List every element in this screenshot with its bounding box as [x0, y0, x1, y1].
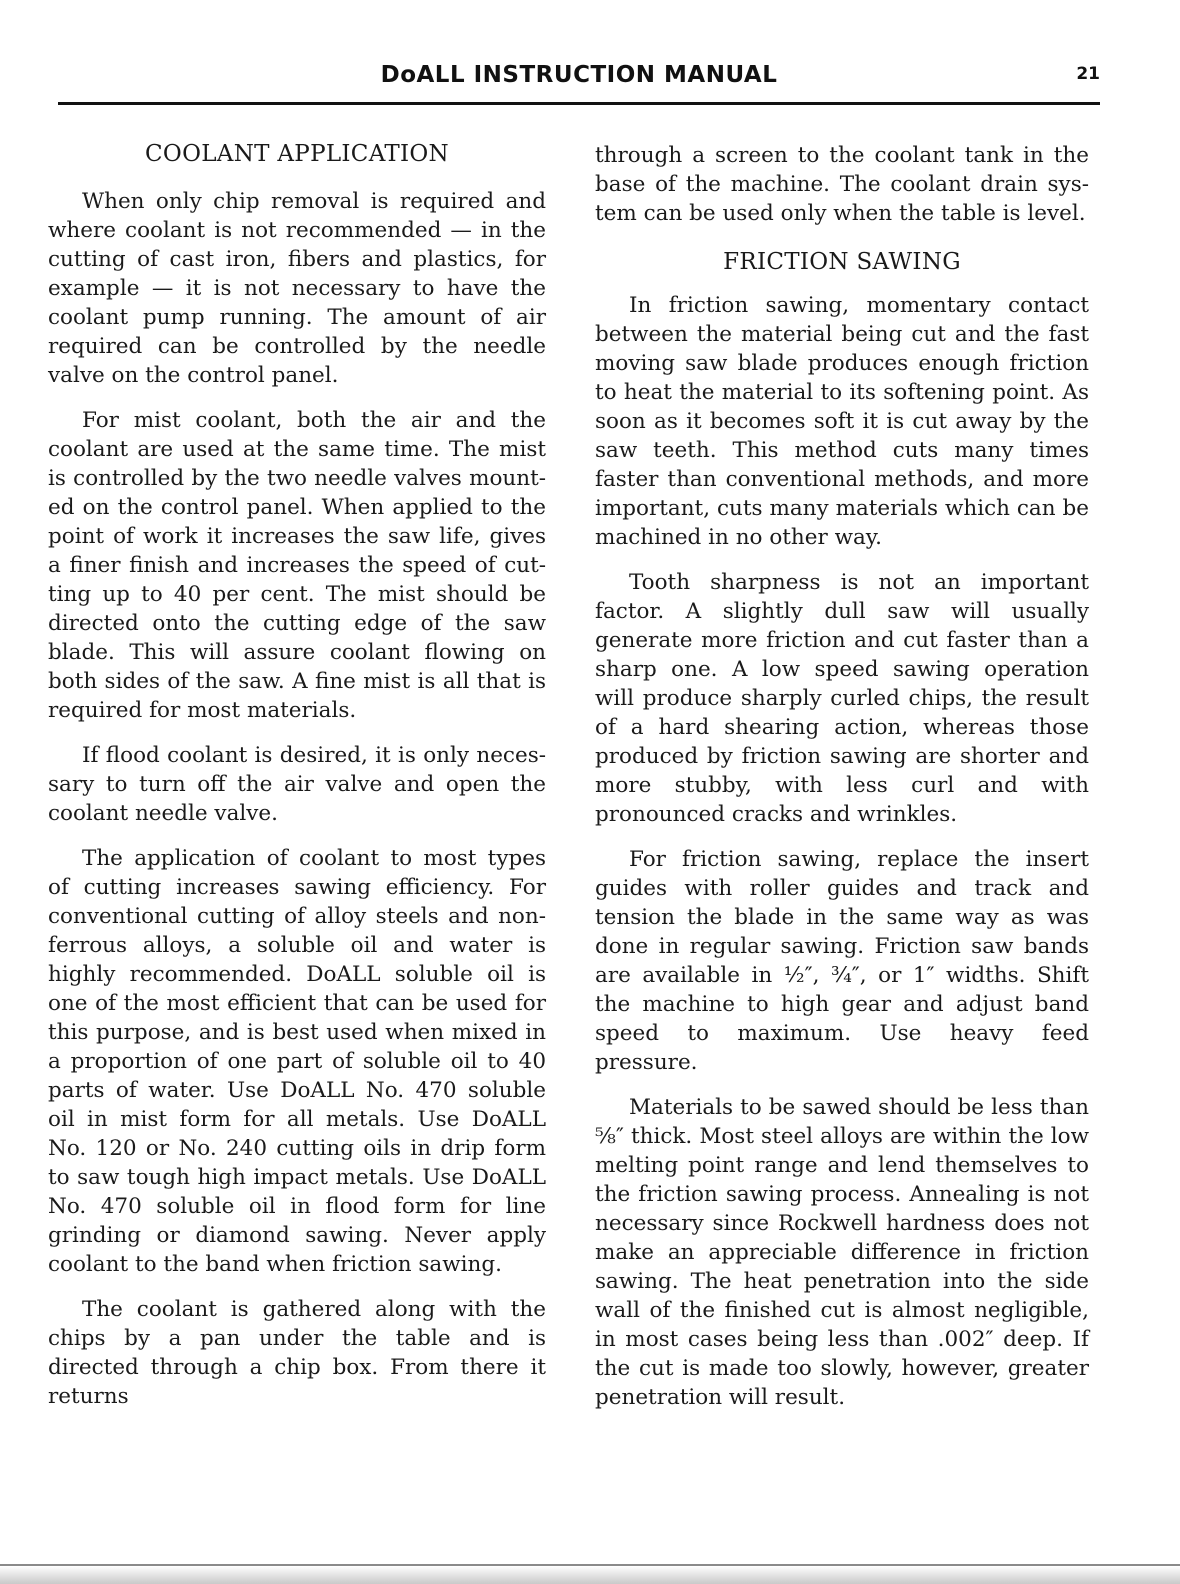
paragraph: When only chip removal is required and where coolant is not recommended — in the cutting of cast iron, fibers and plastics, for example — it is not necessary to have the coolant pump running. The amount of air required can be controlled by the needle valve on the control panel.: [48, 189, 546, 388]
paragraph: For mist coolant, both the air and the coolant are used at the same time. The mist is controlled by the two needle valves mounted on the control panel. When applied to the point of work it increases the saw life, gives a finer finish and increases the speed of cutting up to 40 per cent. The mist should be directed onto the cutting edge of the saw blade. This will assure coolant flowing on both sides of the saw. A fine mist is all that is required for most materials.: [48, 408, 546, 723]
page-header: [58, 62, 1100, 102]
paragraph: The coolant is gathered along with the chips by a pan under the table and is directed through a chip box. From there it returns: [48, 1297, 546, 1409]
scan-edge-shadow: [0, 1566, 1180, 1584]
running-title: DoALL INSTRUCTION MANUAL: [380, 62, 778, 88]
header-rule: [58, 102, 1100, 105]
paragraph: Materials to be sawed should be less than ⅝″ thick. Most steel alloys are within the low melting point range and lend themselves to the friction sawing process. Annealing is not necessary since Rockwell hardness does not make an appreciable difference in friction sawing. The heat penetration into the side wall of the finished cut is almost negligible, in most cases being less than .002″ deep. If the cut is made too slowly, however, greater penetration will result.: [595, 1095, 1089, 1410]
left-column: [48, 136, 546, 1427]
paragraph: In friction sawing, momentary contact between the material being cut and the fast moving saw blade produces enough friction to heat the material to its softening point. As soon as it becomes soft it is cut away by the saw teeth. This method cuts many times faster than conventional methods, and more important, cuts many materials which can be machined in no other way.: [595, 293, 1089, 550]
section-heading-coolant: COOLANT APPLICATION: [145, 141, 449, 167]
right-column: [595, 141, 1089, 1428]
paragraph: Tooth sharpness is not an important factor. A slightly dull saw will usually generate more friction and cut faster than a sharp one. A low speed sawing operation will produce sharply curled chips, the result of a hard shearing action, whereas those produced by friction sawing are shorter and more stubby, with less curl and with pronounced cracks and wrinkles.: [595, 570, 1089, 827]
paragraph: If flood coolant is desired, it is only necessary to turn off the air valve and open the coolant needle valve.: [48, 743, 546, 826]
paragraph: For friction sawing, replace the insert guides with roller guides and track and tension the blade in the same way as was done in regular sawing. Friction saw bands are available in ½″, ¾″, or 1″ widths. Shift the machine to high gear and adjust band speed to maximum. Use heavy feed pressure.: [595, 847, 1089, 1075]
section-heading-friction: FRICTION SAWING: [723, 249, 961, 275]
continued-paragraph: through a screen to the coolant tank in the base of the machine. The coolant drain system can be used only when the table is level.: [595, 143, 1089, 226]
paragraph: The application of coolant to most types of cutting increases sawing efficiency. For conventional cutting of alloy steels and nonferrous alloys, a soluble oil and water is highly recommended. DoALL soluble oil is one of the most efficient that can be used for this purpose, and is best used when mixed in a proportion of one part of soluble oil to 40 parts of water. Use DoALL No. 470 soluble oil in mist form for all metals. Use DoALL No. 120 or No. 240 cutting oils in drip form to saw tough high impact metals. Use DoALL No. 470 soluble oil in flood form for line grinding or diamond sawing. Never apply coolant to the band when friction sawing.: [48, 846, 546, 1277]
page-number: 21: [1076, 64, 1100, 84]
